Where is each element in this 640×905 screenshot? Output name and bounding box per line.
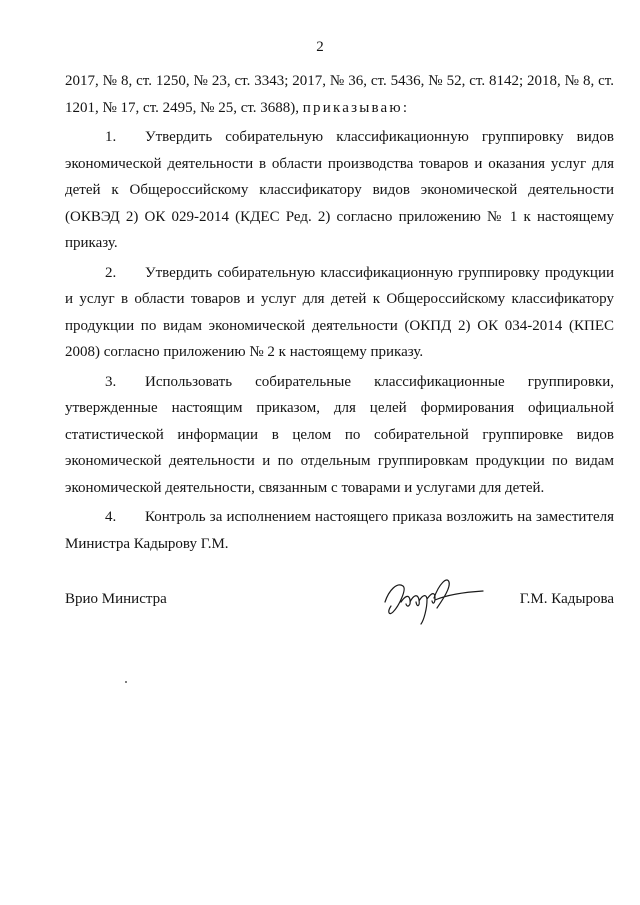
order-word: приказываю: xyxy=(302,99,410,116)
document-body xyxy=(65,68,614,557)
item-number: 1. xyxy=(105,129,117,145)
scan-speck xyxy=(125,681,127,683)
order-item-3 xyxy=(65,369,614,502)
item-text: Утвердить собирательную классификационную группировку видов экономической деятельности в области производства товаров и оказания услуг для детей к Общероссийскому классификатору видов экономической деятельности (ОКВЭД 2) ОК 029-2014 (КДЕС Ред. 2) согласно приложению № 1 к настоящему приказу. xyxy=(65,129,614,251)
item-text: Использовать собирательные классификационные группировки, утвержденные настоящим приказом, для целей формирования официальной статистической информации в целом по собирательной группировке видов экономической деятельности и по отдельным группировкам продукции по видам экономической деятельности, связанным с товарами и услугами для детей. xyxy=(65,373,614,496)
signature-block xyxy=(65,578,614,628)
handwritten-signature-icon xyxy=(377,572,487,626)
intro-paragraph xyxy=(65,68,614,121)
item-number: 4. xyxy=(105,509,117,525)
order-item-4 xyxy=(65,504,614,557)
order-item-2 xyxy=(65,260,614,366)
page-number: 2 xyxy=(316,39,324,55)
intro-text: 2017, № 8, ст. 1250, № 23, ст. 3343; 2017, № 36, ст. 5436, № 52, ст. 8142; 2018, № 8, ст. 1201, № 17, ст. 2495, № 25, ст. 3688), xyxy=(65,73,614,116)
order-item-1 xyxy=(65,124,614,257)
signatory-name: Г.М. Кадырова xyxy=(519,591,614,607)
signatory-position: Врио Министра xyxy=(65,591,167,607)
item-text: Контроль за исполнением настоящего приказа возложить на заместителя Министра Кадырову Г.М. xyxy=(65,509,614,552)
item-number: 2. xyxy=(105,264,117,281)
item-text: Утвердить собирательную классификационную группировку продукции и услуг в области товаров и услуг для детей к Общероссийскому классификатору продукции по видам экономической деятельности (ОКПД 2) ОК 034-2014 (КПЕС 2008) согласно приложению № 2 к настоящему приказу. xyxy=(65,264,614,360)
item-number: 3. xyxy=(105,373,117,390)
